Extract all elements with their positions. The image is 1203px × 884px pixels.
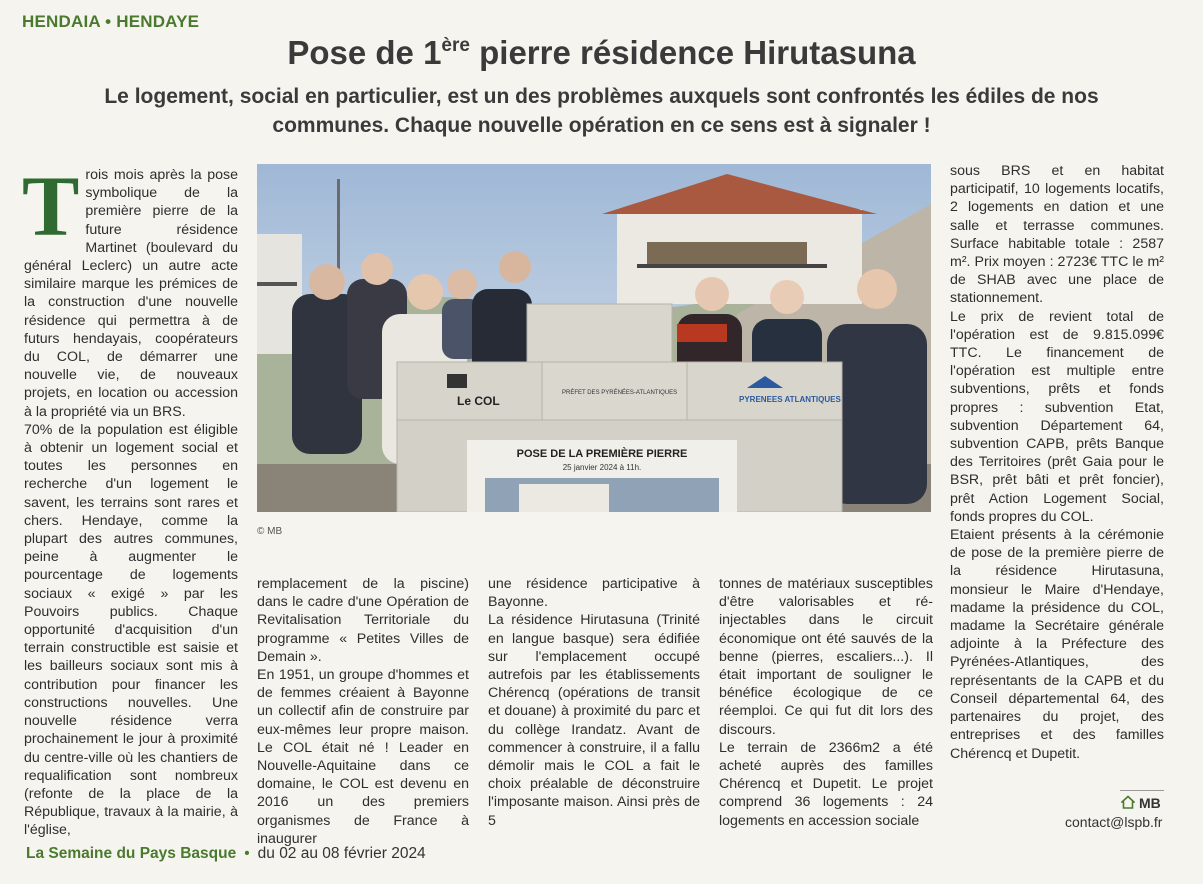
sign-date: 25 janvier 2024 à 11h.: [562, 463, 642, 472]
title-superscript: ère: [441, 35, 470, 56]
col1-paragraph-2: 70% de la population est éligible à obtenir un logement social et toutes les personnes en recherche d'un logement le savent, les terrains sont rares et chers. Hendaye, comme la plupart des autres communes, peine à augmenter le pourcentage de logements sociaux « exigé » par les Pouvoirs publics. Chaque opportunité d'acquisition d'un terrain constructible est saisie et les bailleurs sociaux sont mis à contribution pour financer les constructions nouvelles. Une nouvelle résidence verra prochainement le jour à proximité du centre-ville où les chantiers de requalification sont nombreux (refonte de la place de la République, travaux à la mairie, à l'église,: [24, 421, 238, 839]
col5-paragraph-1: sous BRS et en habitat participatif, 10 logements locatifs, 2 logements en dation et une salle et terrasse communes. Surface habitable totale : 2587 m². Prix moyen : 2723€ TTC le m² de SHAB avec une place de stationnement.: [950, 163, 1164, 307]
contact-email: contact@lspb.fr: [1065, 814, 1163, 830]
photo-credit: © MB: [257, 526, 283, 537]
block-lecol-text: Le COL: [457, 394, 500, 408]
col3-paragraph-2: La résidence Hirutasuna (Trinité en langue basque) sera édifiée sur l'emplacement occupé autrefois par les établissements Chérencq (opérations de transit et douane) à proximité du parc et du collège Irandatz. Avant de commencer à construire, il a fallu démolir mais le COL a fait le choix préalable de déconstruire l'imposante maison. Ainsi près de 5: [488, 612, 700, 829]
footer-separator: •: [244, 845, 250, 862]
title-rest: pierre résidence Hirutasuna: [469, 34, 916, 71]
col2-paragraph-1: remplacement de la piscine) dans le cadre d'une Opération de Revitalisation Territoriale du programme « Petites Villes de Demain ».: [257, 576, 469, 665]
dropcap: T: [22, 158, 80, 254]
section-rubric: HENDAIA • HENDAYE: [22, 12, 200, 31]
standfirst-line-2: communes. Chaque nouvelle opération en ce sens est à signaler !: [272, 114, 931, 137]
sign-title: POSE DE LA PREMIÈRE PIERRE: [516, 448, 688, 460]
photo-illustration: [257, 164, 931, 512]
article-title: [0, 34, 1203, 72]
col1-paragraph-1: rois mois après la pose symbolique de la première pierre de la future résidence Martinet (boulevard du général Leclerc) un autre acte similaire marque les prémices de la construction d'une nouvelle résidence qui permettra à de futurs hendayais, coopérateurs du COL, de démarrer une nouvelle vie, de nouveaux projets, en location ou accession à la propriété via un BRS.: [24, 167, 238, 420]
column-3: [488, 575, 700, 830]
issue-dates: du 02 au 08 février 2024: [257, 845, 426, 862]
standfirst: [40, 82, 1163, 140]
standfirst-line-1: Le logement, social en particulier, est un des problèmes auxquels sont confrontés les édiles de nos: [104, 85, 1099, 108]
block-prefet-text: PRÉFET DES PYRÉNÉES-ATLANTIQUES: [562, 390, 678, 396]
col4-paragraph-1: tonnes de matériaux susceptibles d'être valorisables et ré-injectables dans le circuit économique ont été sauvés de la benne (pierres, escaliers...). Il était important de souligner le bénéfice écologique de ce réemploi. Ce qui fut dit lors des discours.: [719, 576, 933, 738]
column-1: [22, 158, 238, 840]
column-2: [257, 575, 469, 848]
column-4: [719, 575, 933, 830]
col5-paragraph-3: Etaient présents à la cérémonie de pose de la première pierre de la résidence Hirutasuna, monsieur le Maire d'Hendaye, madame la présidence du COL, madame la Secrétaire générale adjointe à la Préfecture des Pyrénées-Atlantiques, des représentants de la CAPB et du Conseil départemental 64, des partenaires du projet, des entreprises et des familles Chérencq et Dupetit.: [950, 527, 1164, 762]
col2-paragraph-2: En 1951, un groupe d'hommes et de femmes créaient à Bayonne un collectif afin de construire par eux-mêmes leur propre maison. Le COL était né ! Leader en Nouvelle-Aquitaine dans ce domaine, le COL est devenu en 2016 un des premiers organismes de France à inaugurer: [257, 667, 469, 847]
col5-paragraph-2: Le prix de revient total de l'opération est de 9.815.099€ TTC. Le financement de l'opération est multiple entre subventions, prêts et fonds propres : subvention Etat, subvention Département 64, subvention CAPB, prêts Banque des Territoires (prêt Gaia pour le BSR, prêt bâti et prêt foncier), prêt Action Logement Social, fonds propres du COL.: [950, 308, 1164, 525]
house-icon: [1121, 795, 1135, 809]
column-5: [950, 162, 1164, 763]
author-signature: MB: [1139, 795, 1161, 811]
block-pyrenees-text: PYRENEES ATLANTIQUES: [739, 395, 841, 404]
publication-name: La Semaine du Pays Basque: [26, 845, 237, 862]
title-main: Pose de 1: [287, 34, 442, 71]
col3-paragraph-1: une résidence participative à Bayonne.: [488, 576, 700, 611]
ceremony-photo: [257, 164, 931, 512]
col4-paragraph-2: Le terrain de 2366m2 a été acheté auprès des familles Chérencq et Dupetit. Le projet comprend 36 logements : 24 logements en accession sociale: [719, 739, 933, 829]
signature-divider: [1120, 790, 1164, 791]
page-footer: [26, 845, 426, 863]
